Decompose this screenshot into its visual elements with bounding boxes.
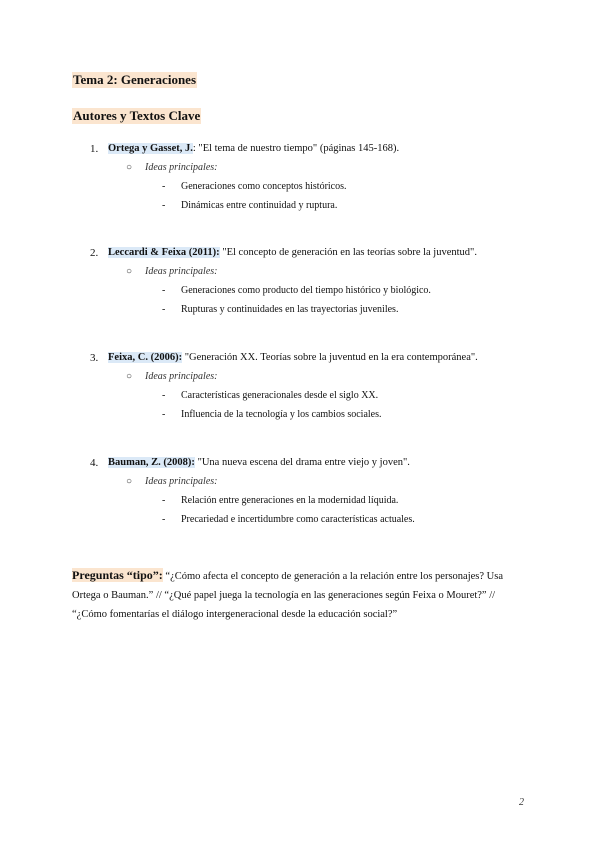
page-title: Tema 2: Generaciones	[73, 72, 196, 87]
idea-text: Precariedad e incertidumbre como características actuales.	[181, 514, 415, 525]
circle-bullet-icon: ○	[126, 476, 133, 487]
ideas-label: Ideas principales:	[145, 476, 218, 487]
item-heading	[108, 351, 478, 365]
ideas-label: Ideas principales:	[145, 371, 218, 382]
item-number: 1.	[90, 143, 99, 155]
author-name: Ortega y Gasset, J.	[108, 143, 193, 154]
item-number: 3.	[90, 352, 99, 364]
work-title: : "El tema de nuestro tiempo" (páginas 145-168).	[192, 143, 400, 154]
dash-bullet-icon: -	[162, 181, 166, 192]
item-heading	[108, 456, 410, 470]
author-name: Bauman, Z. (2008):	[108, 457, 195, 468]
idea-text: Dinámicas entre continuidad y ruptura.	[181, 200, 338, 211]
dash-bullet-icon: -	[162, 200, 166, 211]
item-number: 4.	[90, 457, 99, 469]
section-heading: Autores y Textos Clave	[73, 108, 201, 123]
dash-bullet-icon: -	[162, 514, 166, 525]
author-name: Leccardi & Feixa (2011):	[108, 247, 220, 258]
page-number: 2	[519, 797, 524, 808]
ideas-label: Ideas principales:	[145, 266, 218, 277]
circle-bullet-icon: ○	[126, 162, 133, 173]
work-title: "Una nueva escena del drama entre viejo y joven".	[194, 457, 410, 468]
questions-paragraph	[72, 566, 532, 624]
idea-text: Características generacionales desde el siglo XX.	[181, 390, 379, 401]
ideas-label: Ideas principales:	[145, 162, 218, 173]
idea-text: Influencia de la tecnología y los cambios sociales.	[181, 409, 382, 420]
dash-bullet-icon: -	[162, 390, 166, 401]
dash-bullet-icon: -	[162, 304, 166, 315]
circle-bullet-icon: ○	[126, 266, 133, 277]
work-title: "Generación XX. Teorías sobre la juventud en la era contemporánea".	[182, 352, 478, 363]
idea-text: Generaciones como producto del tiempo histórico y biológico.	[181, 285, 431, 296]
idea-text: Relación entre generaciones en la modernidad líquida.	[181, 495, 399, 506]
dash-bullet-icon: -	[162, 285, 166, 296]
work-title: "El concepto de generación en las teorías sobre la juventud".	[219, 247, 477, 258]
item-heading	[108, 246, 477, 260]
idea-text: Generaciones como conceptos históricos.	[181, 181, 347, 192]
item-number: 2.	[90, 247, 99, 259]
dash-bullet-icon: -	[162, 495, 166, 506]
author-name: Feixa, C. (2006):	[108, 352, 183, 363]
dash-bullet-icon: -	[162, 409, 166, 420]
idea-text: Rupturas y continuidades en las trayectorias juveniles.	[181, 304, 399, 315]
questions-text: “¿Cómo afecta el concepto de generación a la relación entre los personajes? Usa Ortega o Bauman.” // “¿Qué papel juega la tecnología en las generaciones según Feixa o Mouret?” // “¿Cómo fomentarías el diálogo intergeneracional desde la educación social?”	[72, 571, 503, 620]
circle-bullet-icon: ○	[126, 371, 133, 382]
item-heading	[108, 142, 399, 156]
questions-label: Preguntas “tipo”:	[72, 568, 163, 582]
